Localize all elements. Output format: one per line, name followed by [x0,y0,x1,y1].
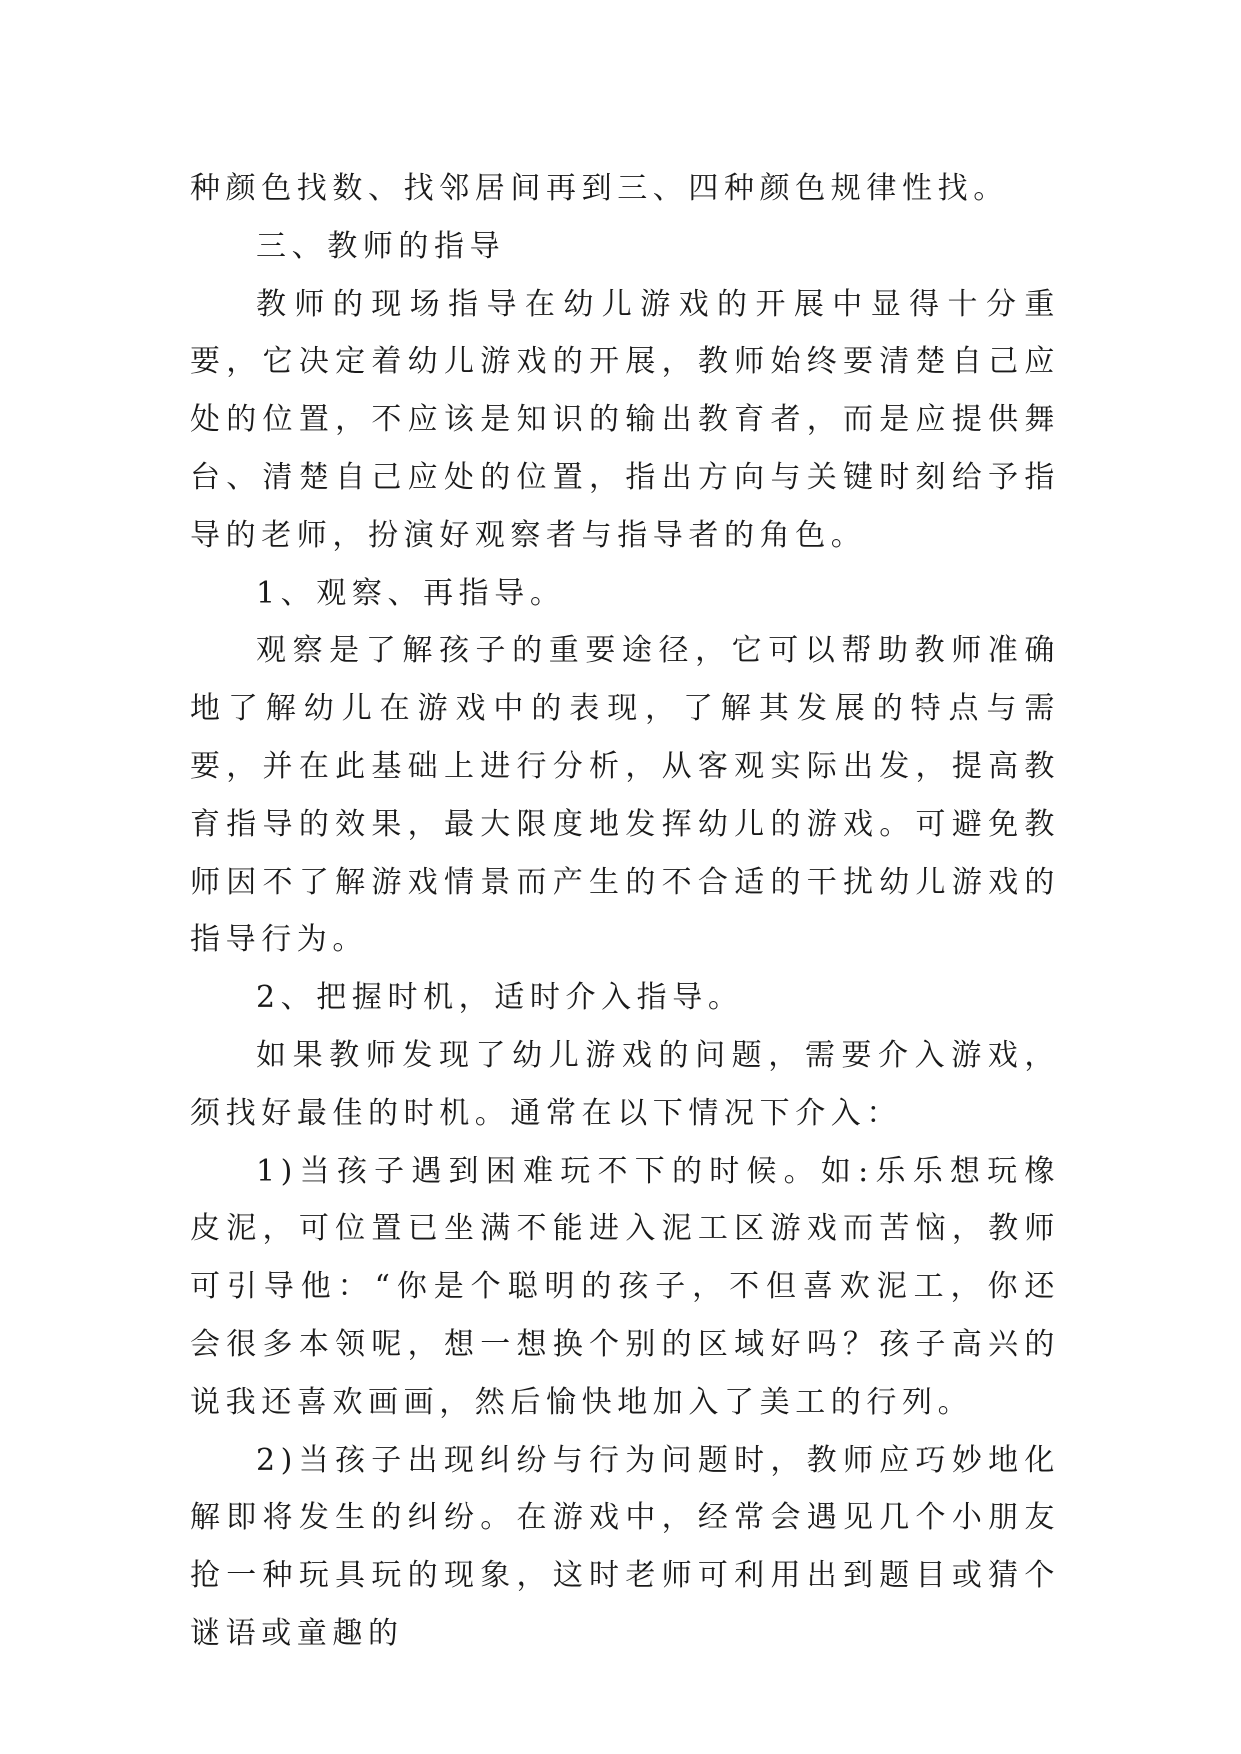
subheading-timing: 2、把握时机，适时介入指导。 [256,980,744,1016]
paragraph-observation: 观察是了解孩子的重要途径，它可以帮助教师准确地了解幼儿在游戏中的表现，了解其发展的特点与需要，并在此基础上进行分析，从客观实际出发，提高教育指导的效果，最大限度地发挥幼儿的游戏。可避免教师因不了解游戏情景而产生的不合适的干扰幼儿游戏的指导行为。 [190,633,1060,958]
paragraph-intervention: 如果教师发现了幼儿游戏的问题，需要介入游戏，须找好最佳的时机。通常在以下情况下介入： [190,1037,1060,1131]
paragraph-guidance-importance: 教师的现场指导在幼儿游戏的开展中显得十分重要，它决定着幼儿游戏的开展，教师始终要清楚自己应处的位置，不应该是知识的输出教育者，而是应提供舞台、清楚自己应处的位置，指出方向与关键时刻给予指导的老师，扮演好观察者与指导者的角色。 [190,286,1060,553]
paragraph-continuation: 种颜色找数、找邻居间再到三、四种颜色规律性找。 [190,171,1009,206]
document-body [190,160,1060,1663]
list-item-difficulty: 1)当孩子遇到困难玩不下的时候。如:乐乐想玩橡皮泥，可位置已坐满不能进入泥工区游戏而苦恼，教师可引导他：“你是个聪明的孩子，不但喜欢泥工，你还会很多本领呢，想一想换个别的区域好吗？孩子高兴的说我还喜欢画画，然后愉快地加入了美工的行列。 [190,1153,1060,1420]
subheading-observe: 1、观察、再指导。 [256,575,566,611]
section-heading-teacher-guidance: 三、教师的指导 [256,228,506,264]
list-item-dispute: 2)当孩子出现纠纷与行为问题时，教师应巧妙地化解即将发生的纠纷。在游戏中，经常会遇见几个小朋友抢一种玩具玩的现象，这时老师可利用出到题目或猜个谜语或童趣的 [190,1442,1060,1651]
